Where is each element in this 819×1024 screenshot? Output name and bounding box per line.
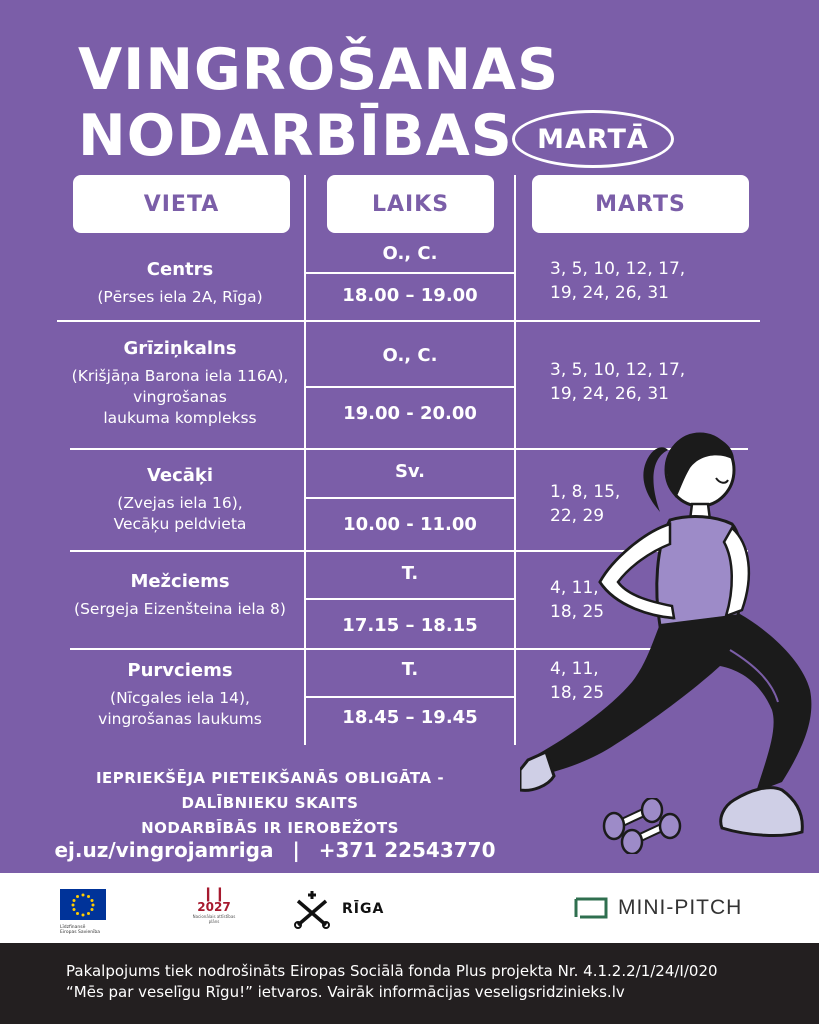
registration-notice — [40, 766, 500, 841]
address-line: (Krišjāņa Barona iela 116A), — [71, 367, 289, 385]
days-cell: O., C. — [382, 243, 438, 264]
eu-logo — [60, 889, 106, 935]
eu-caption-line: Līdzfinansē — [60, 925, 86, 930]
address-line: (Sergeja Eizenšteina iela 8) — [74, 600, 286, 618]
place-address — [48, 366, 312, 429]
column-divider-2 — [514, 175, 516, 745]
time-cell: 10.00 - 11.00 — [343, 514, 477, 535]
footer-line: Pakalpojums tiek nodrošināts Eiropas Sociālā fonda Plus projekta Nr. 4.1.2.2/1/24/I/020 — [66, 962, 718, 980]
time-cell: 17.15 – 18.15 — [342, 615, 478, 636]
header-dates: MARTS — [532, 175, 749, 233]
month-label: MARTĀ — [537, 123, 649, 155]
address-line: vingrošanas — [133, 388, 227, 406]
time-cell-divider — [304, 386, 516, 388]
dates-line: 19, 24, 26, 31 — [550, 283, 669, 303]
title-line-2: NODARBĪBAS — [78, 103, 513, 169]
riga-label: RĪGA — [342, 901, 385, 917]
registration-link[interactable]: ej.uz/vingrojamriga — [54, 838, 274, 862]
place-address — [48, 493, 312, 535]
dates-cell — [550, 257, 750, 305]
time-cell: 18.45 – 19.45 — [342, 707, 478, 728]
mini-pitch-label: MINI-PITCH — [618, 896, 743, 919]
riga-city-logo — [292, 889, 384, 929]
dates-line: 1, 8, 15, — [550, 482, 621, 502]
dumbbells-illustration — [600, 798, 686, 854]
place-address — [48, 688, 312, 730]
days-cell: O., C. — [382, 345, 438, 366]
place-name: Purvciems — [127, 660, 233, 681]
address-line: vingrošanas laukums — [98, 710, 262, 728]
dates-line: 18, 25 — [550, 602, 605, 622]
footer-line: “Mēs par veselīgu Rīgu!” ietvaros. Vairāk informācijas veseligsridzinieks.lv — [66, 983, 625, 1001]
footer — [0, 943, 819, 1024]
address-line: (Pērses iela 2A, Rīga) — [97, 288, 263, 306]
days-cell: T. — [401, 659, 419, 680]
riga-2027-mark-icon: ❙❙ — [202, 886, 226, 902]
place-name: Grīziņkalns — [123, 338, 237, 359]
time-cell-divider — [304, 598, 516, 600]
place-name: Centrs — [146, 259, 214, 280]
dates-line: 18, 25 — [550, 683, 605, 703]
dates-line: 4, 11, — [550, 659, 599, 679]
time-cell-divider — [304, 272, 516, 274]
table-row-place — [48, 659, 312, 730]
title-line-1: VINGROŠANAS — [78, 37, 560, 103]
header-place: VIETA — [73, 175, 290, 233]
table-row-place — [48, 464, 312, 535]
dates-line: 22, 29 — [550, 506, 605, 526]
time-cell: 18.00 – 19.00 — [342, 285, 478, 306]
month-badge — [512, 110, 674, 168]
time-cell-divider — [304, 696, 516, 698]
days-cell: T. — [401, 563, 419, 584]
contact-info — [40, 838, 510, 862]
header-time: LAIKS — [327, 175, 494, 233]
riga-2027-caption: Nacionālais attīstības plāns — [192, 914, 236, 924]
table-row-place — [48, 337, 312, 429]
phone-number[interactable]: +371 22543770 — [318, 838, 496, 862]
eu-caption — [60, 925, 106, 935]
exercising-woman-illustration — [520, 420, 819, 850]
notice-line: DALĪBNIEKU SKAITS — [181, 794, 359, 812]
eu-flag-icon — [60, 889, 106, 920]
address-line: (Nīcgales iela 14), — [110, 689, 250, 707]
row-divider — [57, 320, 760, 322]
mini-pitch-frame-icon — [574, 897, 608, 919]
dates-cell — [550, 358, 750, 406]
place-address — [48, 287, 312, 308]
logos-strip — [0, 873, 819, 943]
riga-2027-logo — [192, 887, 236, 931]
dates-line: 3, 5, 10, 12, 17, — [550, 259, 686, 279]
place-address — [48, 599, 312, 620]
dates-line: 4, 11, — [550, 578, 599, 598]
riga-2027-year: 2027 — [197, 900, 231, 914]
dates-line: 19, 24, 26, 31 — [550, 384, 669, 404]
days-cell: Sv. — [394, 461, 426, 482]
time-cell-divider — [304, 497, 516, 499]
place-name: Mežciems — [130, 571, 230, 592]
riga-keys-icon — [292, 889, 332, 929]
contact-separator: | — [292, 838, 300, 862]
notice-line: NODARBĪBĀS IR IEROBEŽOTS — [141, 819, 399, 837]
place-name: Vecāķi — [146, 465, 214, 486]
address-line: laukuma komplekss — [103, 409, 257, 427]
time-cell: 19.00 - 20.00 — [343, 403, 477, 424]
address-line: Vecāķu peldvieta — [113, 515, 247, 533]
eu-caption-line: Eiropas Savienība — [60, 930, 100, 935]
table-row-place — [48, 258, 312, 308]
mini-pitch-logo — [574, 895, 742, 921]
dates-line: 3, 5, 10, 12, 17, — [550, 360, 686, 380]
address-line: (Zvejas iela 16), — [117, 494, 243, 512]
notice-line: IEPRIEKŠĒJA PIETEIKŠANĀS OBLIGĀTA - — [95, 769, 445, 787]
table-row-place — [48, 570, 312, 620]
